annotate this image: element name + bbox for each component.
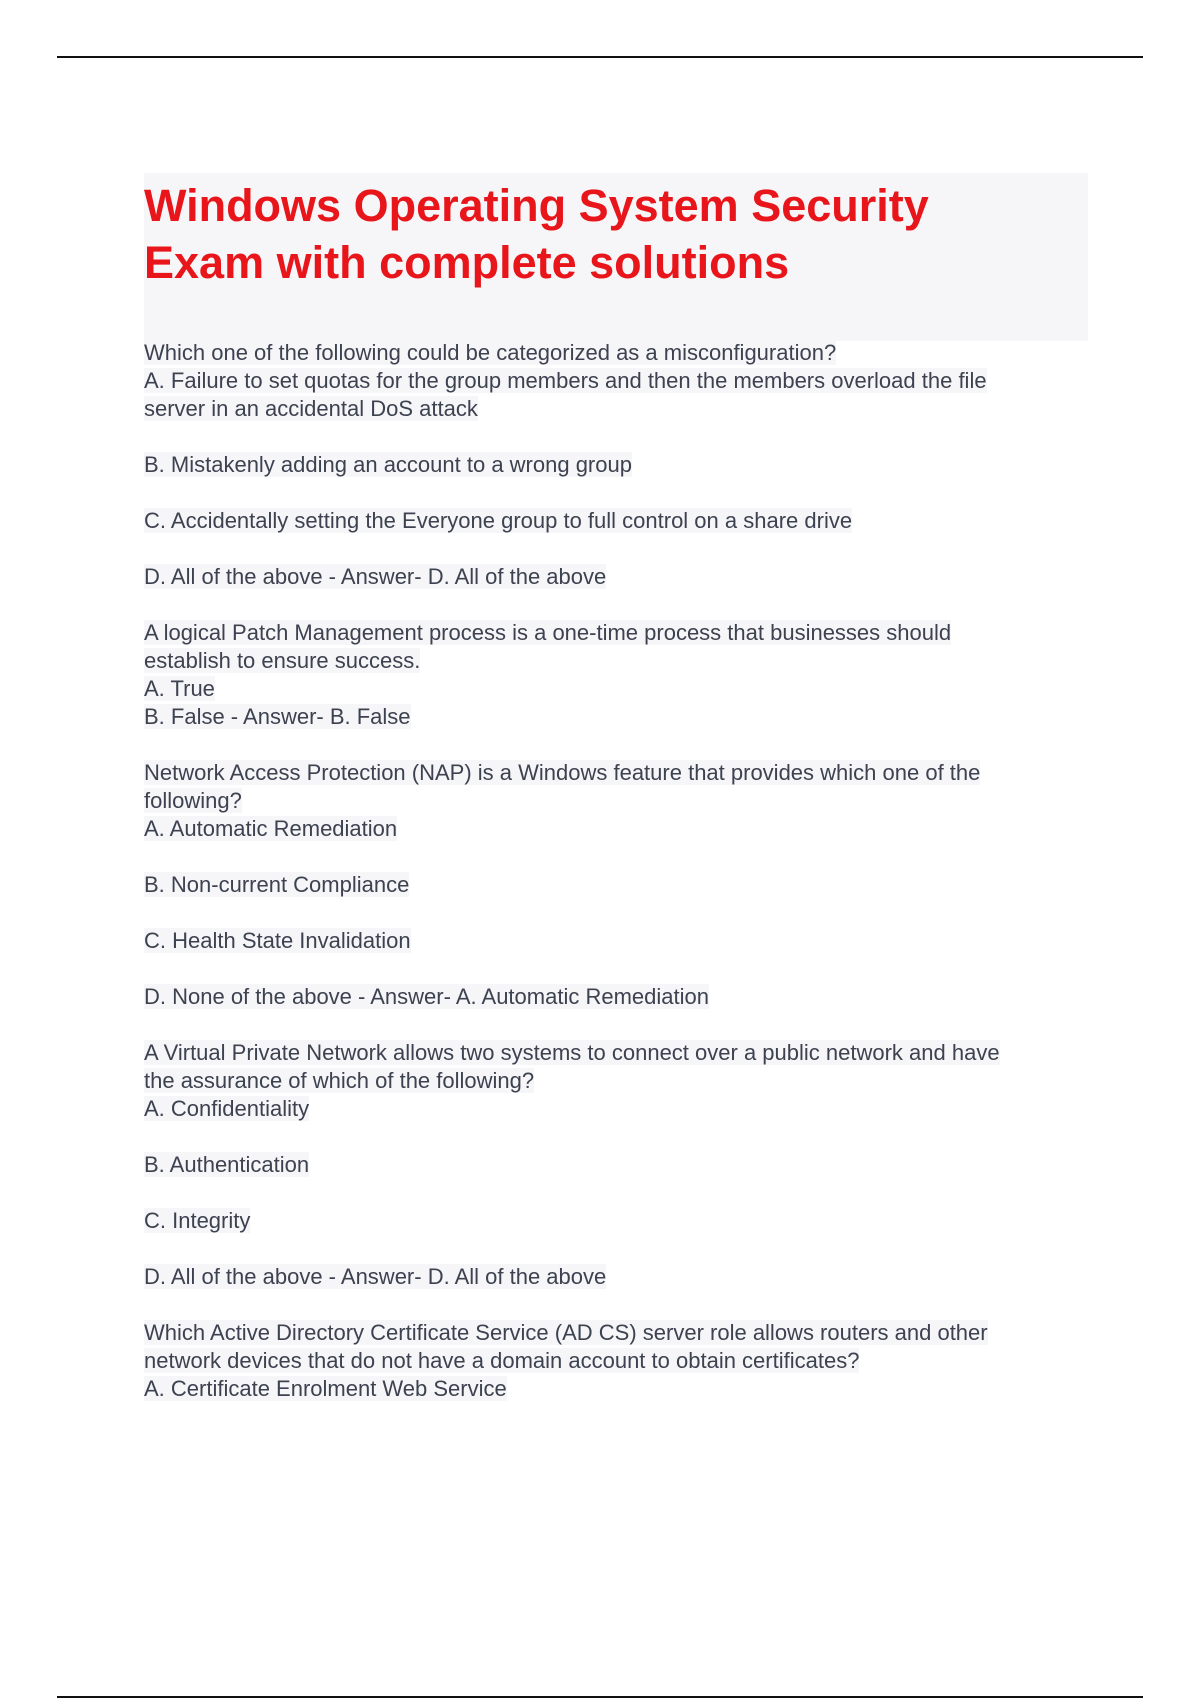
top-rule (57, 56, 1143, 58)
text-line (144, 563, 1094, 591)
text-line (144, 787, 1094, 815)
text-line-content: C. Accidentally setting the Everyone group to full control on a share drive (144, 508, 853, 533)
blank-line (144, 1123, 1094, 1151)
text-line-content: A. Confidentiality (144, 1096, 310, 1121)
text-line-content: D. All of the above - Answer- D. All of the above (144, 564, 607, 589)
text-line-content: A logical Patch Management process is a one-time process that businesses should (144, 620, 952, 645)
text-line-content: B. Mistakenly adding an account to a wrong group (144, 452, 632, 477)
blank-line (144, 1291, 1094, 1319)
text-line (144, 647, 1094, 675)
text-line (144, 675, 1094, 703)
blank-line (144, 423, 1094, 451)
text-line-content: network devices that do not have a domain account to obtain certificates? (144, 1348, 860, 1373)
text-line-content: B. Non-current Compliance (144, 872, 410, 897)
blank-line (144, 731, 1094, 759)
text-line-content: Network Access Protection (NAP) is a Windows feature that provides which one of the (144, 760, 981, 785)
blank-line (144, 591, 1094, 619)
text-line (144, 815, 1094, 843)
text-line (144, 1263, 1094, 1291)
text-line (144, 703, 1094, 731)
blank-line (144, 899, 1094, 927)
text-line (144, 1375, 1094, 1403)
text-line (144, 927, 1094, 955)
text-line-content: B. Authentication (144, 1152, 310, 1177)
text-line-content: A. True (144, 676, 215, 701)
text-line (144, 619, 1094, 647)
text-line (144, 451, 1094, 479)
text-line-content: Which one of the following could be categorized as a misconfiguration? (144, 340, 837, 365)
text-line-content: A. Failure to set quotas for the group members and then the members overload the file (144, 368, 987, 393)
text-line-content: B. False - Answer- B. False (144, 704, 411, 729)
blank-line (144, 955, 1094, 983)
text-line (144, 871, 1094, 899)
text-line (144, 1095, 1094, 1123)
text-line-content: A. Certificate Enrolment Web Service (144, 1376, 507, 1401)
text-line-content: the assurance of which of the following? (144, 1068, 535, 1093)
text-line (144, 395, 1094, 423)
text-line-content: A. Automatic Remediation (144, 816, 398, 841)
blank-line (144, 535, 1094, 563)
blank-line (144, 1179, 1094, 1207)
text-line (144, 507, 1094, 535)
bottom-rule (57, 1696, 1143, 1698)
text-line-content: establish to ensure success. (144, 648, 421, 673)
text-line (144, 1039, 1094, 1067)
text-line-content: D. None of the above - Answer- A. Automatic Remediation (144, 984, 709, 1009)
blank-line (144, 1235, 1094, 1263)
text-line (144, 1151, 1094, 1179)
text-line (144, 1067, 1094, 1095)
text-line (144, 1347, 1094, 1375)
text-line-content: A Virtual Private Network allows two systems to connect over a public network and have (144, 1040, 1000, 1065)
document-body (144, 339, 1094, 1403)
text-line-content: C. Health State Invalidation (144, 928, 411, 953)
text-line (144, 983, 1094, 1011)
text-line-content: C. Integrity (144, 1208, 251, 1233)
blank-line (144, 843, 1094, 871)
blank-line (144, 1011, 1094, 1039)
text-line-content: following? (144, 788, 242, 813)
text-line (144, 367, 1094, 395)
text-line (144, 759, 1094, 787)
blank-line (144, 479, 1094, 507)
text-line-content: server in an accidental DoS attack (144, 396, 478, 421)
document-title-line-1: Windows Operating System Security (144, 180, 929, 231)
document-title-line-2: Exam with complete solutions (144, 237, 790, 288)
text-line (144, 1207, 1094, 1235)
text-line (144, 339, 1094, 367)
text-line-content: D. All of the above - Answer- D. All of the above (144, 1264, 607, 1289)
title-block (144, 173, 1088, 341)
text-line (144, 1319, 1094, 1347)
text-line-content: Which Active Directory Certificate Service (AD CS) server role allows routers and other (144, 1320, 988, 1345)
